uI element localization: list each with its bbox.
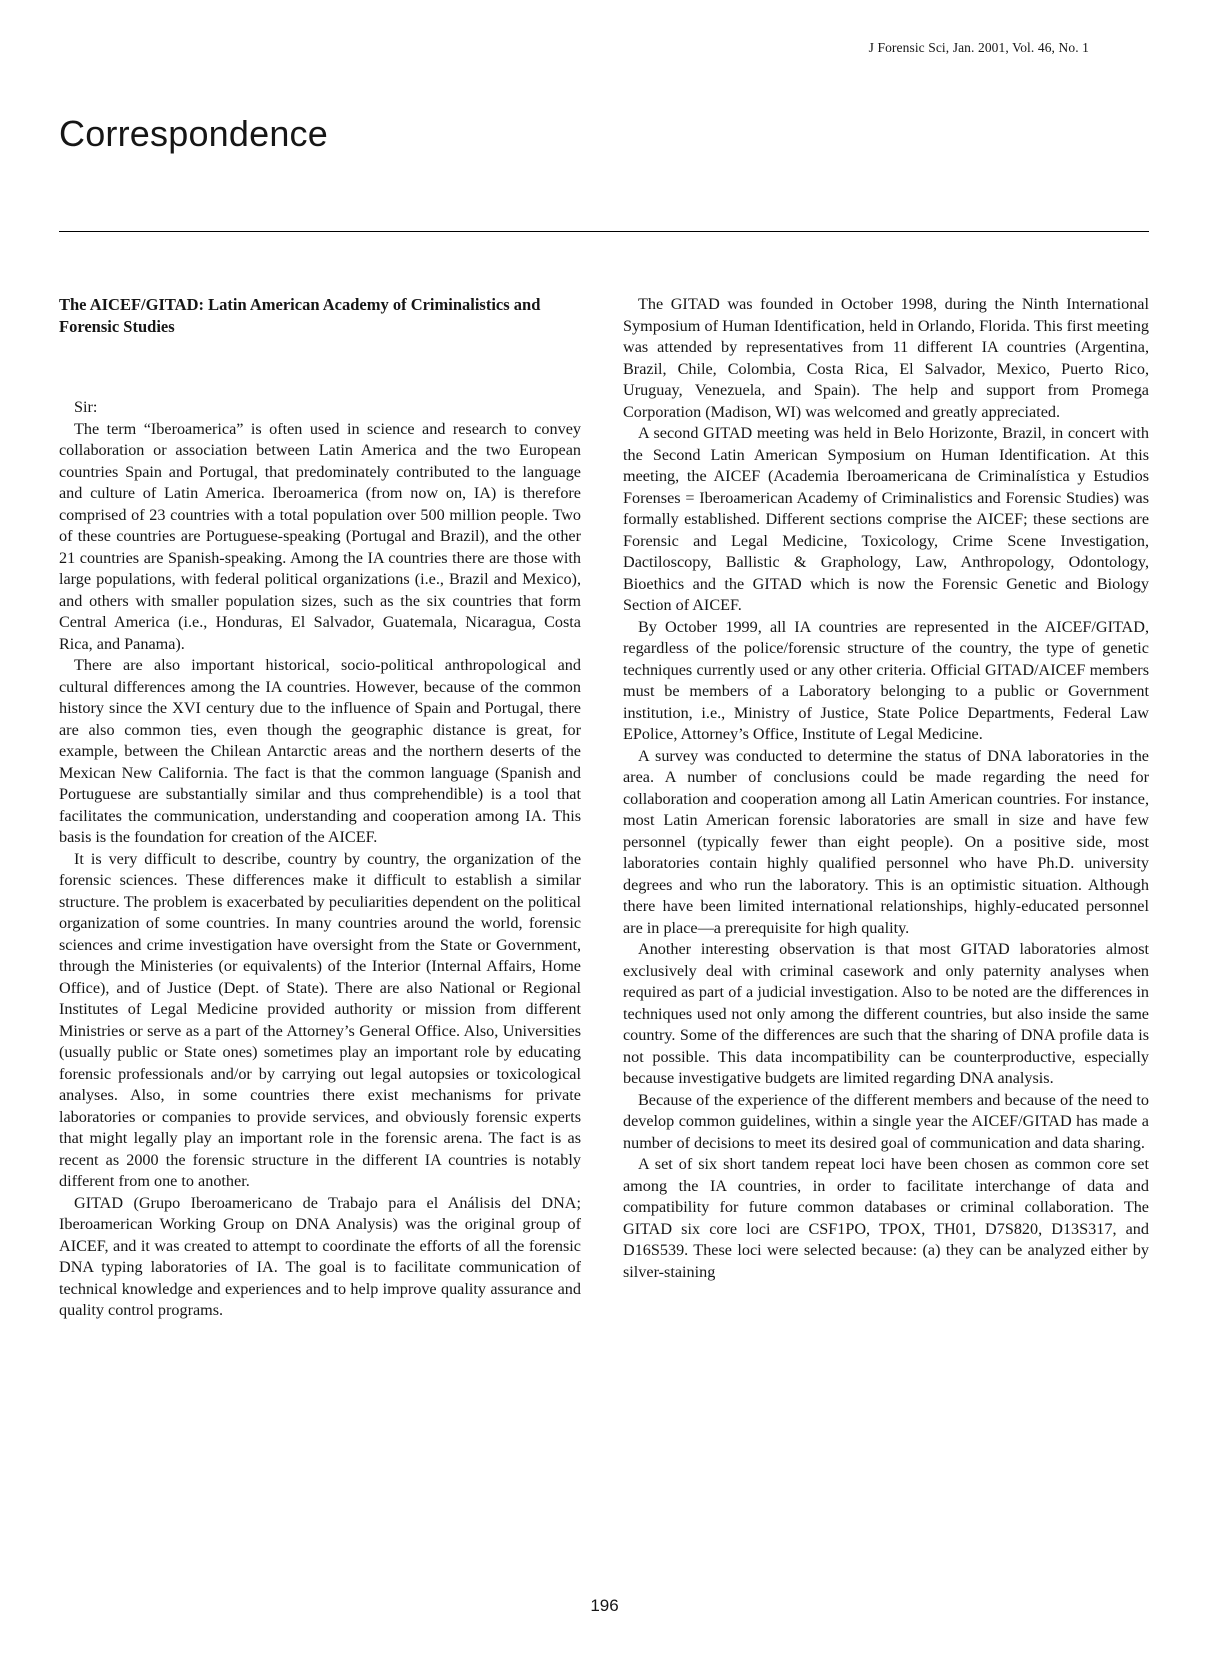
paragraph: By October 1999, all IA countries are represented in the AICEF/GITAD, regardless of the police/forensic structure of the country, the type of genetic techniques currently used or any other criteria. Official GITAD/AICEF members must be members of a Laboratory belonging to a public or Government institution, i.e., Ministry of Justice, State Police Departments, Federal Law EPolice, Attorney’s Office, Institute of Legal Medicine. [623,617,1149,743]
header-divider [59,231,1149,232]
paragraph: The GITAD was founded in October 1998, during the Ninth International Symposium of Human Identification, held in Orlando, Florida. This first meeting was attended by representatives from 11 different IA countries (Argentina, Brazil, Chile, Colombia, Costa Rica, El Salvador, Mexico, Puerto Rico, Uruguay, Venezuela, and Spain). The help and support from Promega Corporation (Madison, WI) was welcomed and greatly appreciated. [623,295,1149,421]
paragraph: The term “Iberoamerica” is often used in science and research to convey collaboration or association between Latin America and the two European countries Spain and Portugal, that predominately contributed to the language and culture of Latin America. Iberoamerica (from now on, IA) is therefore comprised of 23 countries with a total population over 500 million people. Two of these countries are Portuguese-speaking (Portugal and Brazil), and the other 21 countries are Spanish-speaking. Among the IA countries there are those with large populations, with federal political organizations (i.e., Brazil and Mexico), and others with smaller population sizes, such as the six countries that form Central America (i.e., Honduras, El Salvador, Guatemala, Nicaragua, Costa Rica, and Panama). [59,419,581,653]
paragraph: A second GITAD meeting was held in Belo Horizonte, Brazil, in concert with the Second Latin American Symposium on Human Identification. At this meeting, the AICEF (Academia Iberoamericana de Criminalística y Estudios Forenses = Iberoamerican Academy of Criminalistics and Forensic Studies) was formally established. Different sections comprise the AICEF; these sections are Forensic and Legal Medicine, Toxicology, Crime Scene Investigation, Dactiloscopy, Ballistic & Graphology, Law, Anthropology, Odontology, Bioethics and the GITAD which is now the Forensic Genetic and Biology Section of AICEF. [623,424,1149,614]
salutation: Sir: [74,398,98,416]
page-number: 196 [590,1596,619,1615]
paragraph: It is very difficult to describe, country by country, the organization of the forensic sciences. These differences make it difficult to establish a similar structure. The problem is exacerbated by peculiarities dependent on the political organization of some countries. In many countries around the world, forensic sciences and crime investigation have oversight from the State or Government, through the Ministeries (or equivalents) of the Interior (Internal Affairs, Home Office), and of Justice (Dept. of State). There are also National or Regional Institutes of Legal Medicine provided authority or mission from different Ministries or serve as a part of the Attorney’s General Office. Also, Universities (usually public or State ones) sometimes play an important role by educating forensic professionals and/or by carrying out legal autopsies or toxicological analyses. Also, in some countries there exist mechanisms for private laboratories or companies to provide services, and obviously forensic experts that might legally play an important role in the forensic arena. The fact is as recent as 2000 the forensic structure in the different IA countries is notably different from one to another. [59,849,581,1190]
paragraph: Another interesting observation is that most GITAD laboratories almost exclusively deal with criminal casework and only paternity analyses when required as part of a judicial investigation. Also to be noted are the differences in techniques used not only among the different countries, but also inside the same country. Some of the differences are such that the sharing of DNA profile data is not possible. This data incompatibility can be counterproductive, especially because investigative budgets are limited regarding DNA analysis. [623,940,1149,1087]
paragraph: A set of six short tandem repeat loci have been chosen as common core set among the IA countries, in order to facilitate interchange of data and compatibility for future common databases or criminal collaboration. The GITAD six core loci are CSF1PO, TPOX, TH01, D7S820, D13S317, and D16S539. These loci were selected because: (a) they can be analyzed either by silver-staining [623,1155,1149,1281]
article-title: The AICEF/GITAD: Latin American Academy of Criminalistics and Forensic Studies [59,295,541,336]
paragraph: Because of the experience of the different members and because of the need to develop common guidelines, within a single year the AICEF/GITAD has made a number of decisions to meet its desired goal of communication and data sharing. [623,1090,1149,1152]
right-column [623,294,1149,1283]
paragraph: There are also important historical, socio-political anthropological and cultural differences among the IA countries. However, because of the common history since the XVI century due to the influence of Spain and Portugal, there are also common ties, even though the geographic distance is great, for example, between the Chilean Antarctic areas and the northern deserts of the Mexican New California. The fact is that the common language (Spanish and Portuguese are substantially similar and thus comprehendible) is a tool that facilitates the communication, understanding and cooperation among IA. This basis is the foundation for creation of the AICEF. [59,656,581,846]
left-column [59,294,581,1322]
paragraph: GITAD (Grupo Iberoamericano de Trabajo para el Análisis del DNA; Iberoamerican Working Group on DNA Analysis) was the original group of AICEF, and it was created to attempt to coordinate the efforts of all the forensic DNA typing laboratories of IA. The goal is to facilitate communication of technical knowledge and experiences and to help improve quality assurance and quality control programs. [59,1193,581,1319]
section-title: Correspondence [59,113,328,154]
journal-citation: J Forensic Sci, Jan. 2001, Vol. 46, No. 1 [868,40,1089,55]
paragraph: A survey was conducted to determine the status of DNA laboratories in the area. A number of conclusions could be made regarding the need for collaboration and cooperation among all Latin American countries. For instance, most Latin American forensic laboratories are small in size and have few personnel (typically fewer than eight people). On a positive side, most laboratories contain highly qualified personnel who have Ph.D. university degrees and who run the laboratory. This is an optimistic situation. Although there have been limited international relationships, highly-educated personnel are in place—a prerequisite for high quality. [623,746,1149,937]
